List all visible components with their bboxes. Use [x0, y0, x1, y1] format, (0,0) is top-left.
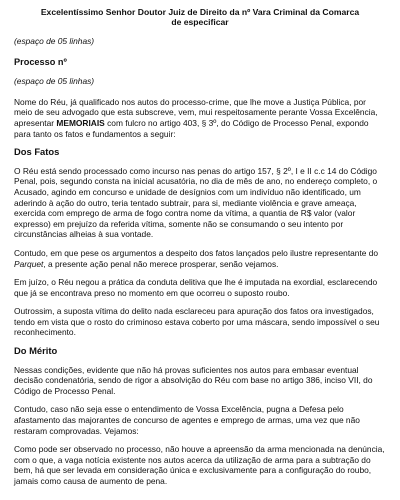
facts-paragraph-4: Outrossim, a suposta vítima do delito nada esclareceu para apuração dos fatos ora investigados, tendo em vista que o rosto do criminoso estava coberto por uma máscara, sendo impossível o seu reconhecimento. — [14, 306, 380, 338]
court-header-line-2: de especificar — [171, 17, 229, 27]
process-label: Processo nº — [14, 56, 67, 67]
merit-paragraph-1: Nessas condições, evidente que não há provas suficientes nos autos para embasar eventual decisão condenatória, sendo de rigor a absolvição do Réu com base no artigo 386, inciso VII, do Código de Processo Penal. — [14, 364, 373, 396]
intro-text-part-2: com fulcro no artigo 403, § 3º, do Código de Processo Penal, expondo para tanto os fatos e fundamentos a seguir: — [14, 117, 369, 139]
facts-section-title: Dos Fatos — [14, 146, 60, 158]
facts-paragraph-1: O Réu está sendo processado como incurso nas penas do artigo 157, § 2º, I e II c.c 14 do Código Penal, pois, segundo consta na inicial acusatória, no dia de mês de ano, no endereço completo, o Acusado, agindo em concurso e unidade de desígnios com um indivíduo não identificado, um aderindo à ação do outro, teria tentado subtrair, para si, mediante violência e grave ameaça, exercida com emprego de arma de fogo contra nome da vítima, a quantia de R$ valor (valor expresso) em prejuízo da referida vítima, somente não se consumando o seu intento por circunstâncias alheias à sua vontade. — [14, 165, 378, 240]
facts-paragraph-3: Em juízo, o Réu negou a prática da conduta delitiva que lhe é imputada na exordial, esclarecendo que já se encontrava preso no momento em que ocorreu o suposto roubo. — [14, 277, 378, 298]
memoriais-term: MEMORIAIS — [56, 117, 105, 128]
spacing-note-1: (espaço de 05 linhas) — [14, 36, 95, 46]
intro-paragraph — [14, 97, 386, 139]
intro-text-part-1: Nome do Réu, já qualificado nos autos do processo-crime, que lhe move a Justiça Pública, por meio de seu advogado que esta subscreve, vem, mui respeitosamente perante Vossa Excelência, apresentar — [14, 96, 378, 128]
parquet-term: Parquet — [14, 258, 44, 269]
court-header — [14, 7, 386, 27]
spacing-note-2: (espaço de 05 linhas) — [14, 76, 95, 87]
court-header-line-1: Excelentíssimo Senhor Doutor Juiz de Direito da nº Vara Criminal da Comarca — [40, 7, 360, 17]
facts-paragraph-2-part-2: , a presente ação penal não merece prosperar, senão vejamos. — [43, 258, 279, 269]
facts-paragraph-2-part-1: Contudo, em que pese os argumentos a despeito dos fatos lançados pelo ilustre representante do — [14, 247, 379, 258]
merit-paragraph-2: Contudo, caso não seja esse o entendimento de Vossa Excelência, pugna a Defesa pelo afastamento das majorantes de concurso de agentes e emprego de armas, uma vez que não restaram comprovadas. Vejamos: — [14, 404, 360, 436]
merit-paragraph-3: Como pode ser observado no processo, não houve a apreensão da arma mencionada na denúncia, com o que, a vaga notícia existente nos autos acerca da utilização de arma para a subtração do bem, há que ser levada em consideração única e exclusivamente para a configuração do roubo, jamais como causa de aumento de pena. — [14, 444, 385, 486]
facts-paragraph-2 — [14, 248, 386, 269]
merit-section-title: Do Mérito — [14, 345, 58, 357]
